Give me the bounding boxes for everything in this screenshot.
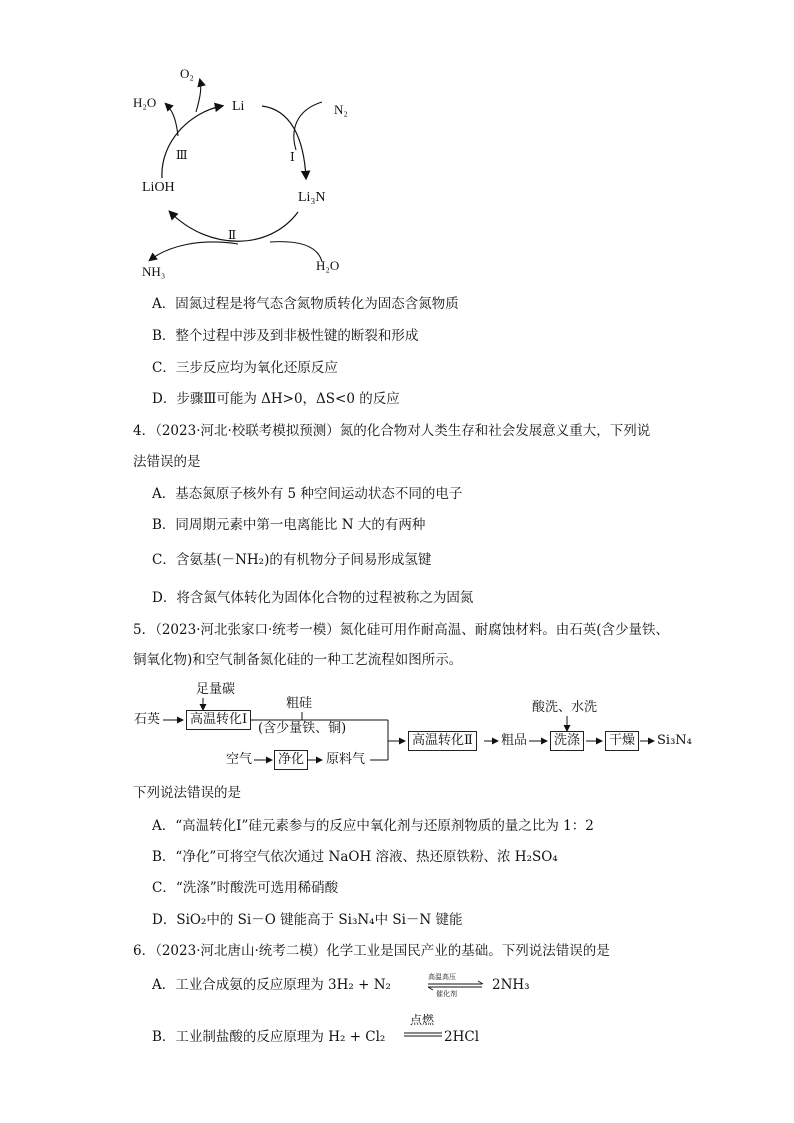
q4-stem-line2: 法错误的是: [133, 454, 201, 470]
li-label: Li: [232, 99, 245, 114]
q6-stem: 6．（2023·河北唐山·统考二模）化学工业是国民产业的基础。下列说法错误的是: [133, 943, 610, 959]
flow-box-high-temp-1: 高温转化Ⅰ: [186, 710, 251, 730]
flow-air-label: 空气: [226, 752, 253, 767]
q6-option-a-text: A．工业合成氨的反应原理为 3H₂ + N₂: [152, 977, 391, 993]
equilibrium-arrow: [426, 972, 486, 1000]
q6-option-b-product: 2HCl: [444, 1029, 480, 1045]
q3-option-b: B．整个过程中涉及到非极性键的断裂和形成: [152, 328, 419, 344]
q5-stem-line2: 铜氧化物)和空气制备氮化硅的一种工艺流程如图所示。: [133, 652, 463, 668]
q3-option-a: A．固氮过程是将气态含氮物质转化为固态含氮物质: [152, 296, 459, 312]
equals-lines: [402, 1011, 444, 1041]
n2-label: N₂: [334, 102, 348, 117]
q3-option-d: D．步骤Ⅲ可能为 ΔH>0，ΔS<0 的反应: [152, 391, 400, 407]
q5-prompt: 下列说法错误的是: [133, 785, 241, 801]
q5-option-d: D．SiO₂中的 Si－O 键能高于 Si₃N₄中 Si－N 键能: [152, 912, 463, 928]
flow-box-wash: 洗涤: [550, 731, 584, 751]
o2-label: O₂: [180, 66, 194, 81]
h2o-bottom-label: H₂O: [316, 258, 340, 273]
step-2-label: Ⅱ: [228, 228, 237, 242]
q5-option-c: C．“洗涤”时酸洗可选用稀硝酸: [152, 880, 339, 896]
lioh-label: LiOH: [142, 180, 175, 195]
q6-option-b-text: B．工业制盐酸的反应原理为 H₂ + Cl₂: [152, 1029, 386, 1045]
flow-crude-si-note: (含少量铁、铜): [258, 721, 347, 736]
q4-option-c: C．含氨基(－NH₂)的有机物分子间易形成氢键: [152, 552, 432, 568]
q5-stem-line1: 5．（2023·河北张家口·统考一模）氮化硅可用作耐高温、耐腐蚀材料。由石英(含少量铁、: [133, 622, 670, 638]
q4-stem-line1: 4．（2023·河北·校联考模拟预测）氮的化合物对人类生存和社会发展意义重大，下列说: [133, 423, 651, 439]
flow-box-dry: 干燥: [605, 731, 639, 751]
q5-option-a: A．“高温转化Ⅰ”硅元素参与的反应中氧化剂与还原剂物质的量之比为 1：2: [152, 818, 594, 834]
flow-product-label: Si₃N₄: [657, 733, 692, 748]
ignite-condition: [402, 1011, 444, 1041]
q5-option-b: B．“净化”可将空气依次通过 NaOH 溶液、热还原铁粉、浓 H₂SO₄: [152, 849, 558, 865]
flow-box-high-temp-2: 高温转化Ⅱ: [408, 731, 477, 751]
flow-acid-wash-label: 酸洗、水洗: [532, 700, 598, 715]
q4-option-d: D．将含氮气体转化为固体化合物的过程被称之为固氮: [152, 590, 474, 606]
q4-option-a: A．基态氮原子核外有 5 种空间运动状态不同的电子: [152, 486, 463, 502]
nh3-label: NH₃: [142, 264, 166, 279]
q6-option-a-product: 2NH₃: [492, 977, 530, 993]
cond-ignite: 点燃: [410, 1013, 435, 1027]
flow-carbon-label: 足量碳: [196, 682, 236, 697]
cond-top: 高温高压: [428, 973, 456, 981]
step-3-label: Ⅲ: [176, 148, 188, 162]
flow-raw-gas-label: 原料气: [326, 752, 366, 767]
flow-box-purify: 净化: [274, 750, 308, 770]
q4-option-b: B．同周期元素中第一电离能比 N 大的有两种: [152, 517, 426, 533]
step-1-label: Ⅰ: [290, 150, 295, 164]
flow-quartz-label: 石英: [134, 712, 161, 727]
flow-crude-si-label: 粗硅: [286, 696, 313, 711]
cond-bottom: 催化剂: [436, 990, 457, 998]
h2o-top-label: H₂O: [133, 95, 157, 110]
q3-option-c: C．三步反应均为氧化还原反应: [152, 360, 338, 376]
flow-crude-product-label: 粗品: [501, 733, 528, 748]
li3n-label: Li₃N: [298, 190, 326, 205]
